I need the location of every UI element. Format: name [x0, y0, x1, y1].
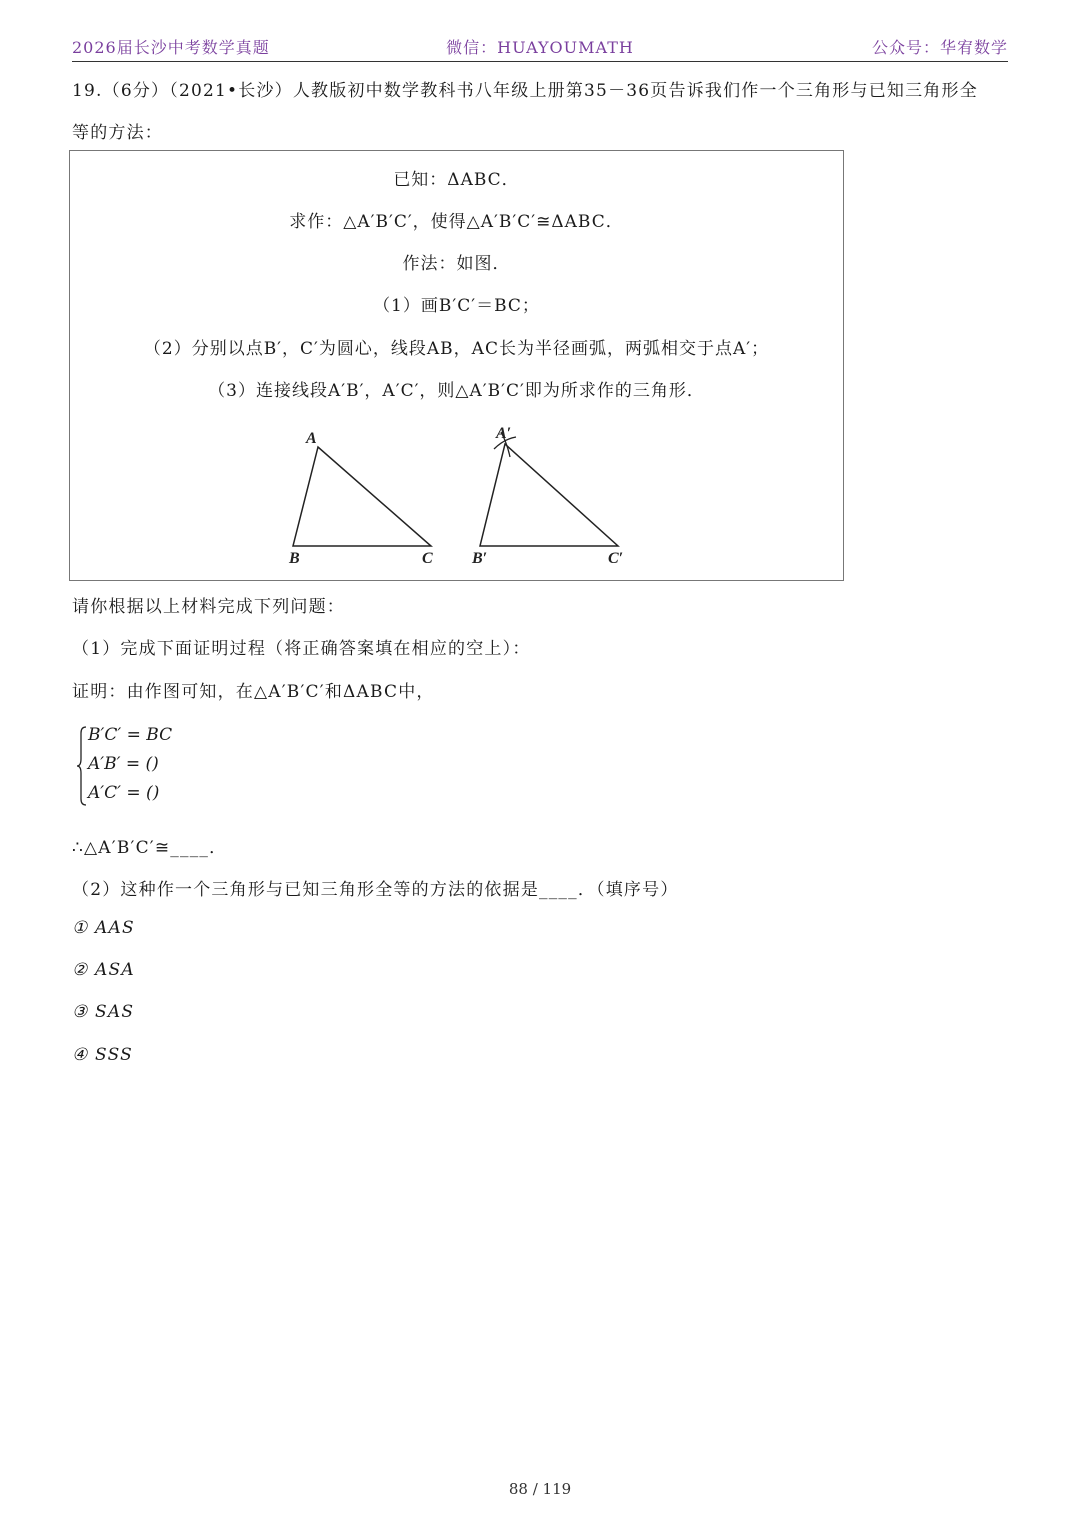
conclusion-line: ∴△A′B′C′≅____．: [72, 838, 228, 858]
header-wechat: 微信：HUAYOUMATH: [446, 38, 634, 57]
question-line-2: 等的方法：: [72, 123, 163, 143]
label-a-prime: A′: [496, 425, 512, 442]
triangle-figure: [70, 151, 843, 580]
question-1: （1）完成下面证明过程（将正确答案填在相应的空上）：: [72, 639, 531, 659]
step-2: （2）分别以点B′，C′为圆心，线段AB，AC长为半径画弧，两弧相交于点A′；: [143, 339, 770, 359]
option-3: ③ SAS: [72, 1002, 135, 1022]
header-account: 公众号：华宥数学: [871, 38, 1008, 57]
label-b-prime: B′: [472, 550, 488, 567]
triangle-a-prime: [480, 444, 618, 546]
step-3: （3）连接线段A′B′，A′C′，则△A′B′C′即为所求作的三角形．: [208, 381, 705, 401]
method-line: 作法：如图．: [402, 254, 511, 274]
construct-line: 求作：△A′B′C′，使得△A′B′C′≅ΔABC．: [289, 212, 624, 232]
system-eq-3: A′C′ = (): [88, 783, 160, 803]
label-c: C: [422, 550, 433, 567]
known-line: 已知：ΔABC．: [393, 170, 520, 190]
triangle-abc: [293, 447, 431, 546]
proof-intro: 证明：由作图可知，在△A′B′C′和ΔABC中，: [72, 682, 435, 702]
left-brace: [76, 725, 88, 807]
header-left-title: 2026届长沙中考数学真题: [72, 38, 270, 57]
system-eq-1: B′C′ = BC: [88, 725, 173, 745]
option-1: ① AAS: [72, 918, 135, 938]
step-1: （1）画B′C′＝BC；: [373, 296, 540, 316]
label-a: A: [306, 430, 317, 447]
page-number: 88 / 119: [508, 1480, 572, 1498]
label-c-prime: C′: [608, 550, 624, 567]
option-4: ④ SSS: [72, 1045, 133, 1065]
question-line-1: 19.（6分）（2021•长沙）人教版初中数学教科书八年级上册第35－36页告诉我们作一个三角形与已知三角形全: [72, 81, 978, 101]
option-2: ② ASA: [72, 960, 135, 980]
prompt-line: 请你根据以上材料完成下列问题：: [72, 597, 345, 617]
label-b: B: [289, 550, 300, 567]
page-header: [72, 33, 1008, 62]
question-2: （2）这种作一个三角形与已知三角形全等的方法的依据是____．（填序号）: [72, 880, 679, 900]
construction-box: [69, 150, 844, 581]
system-eq-2: A′B′ = (): [88, 754, 159, 774]
